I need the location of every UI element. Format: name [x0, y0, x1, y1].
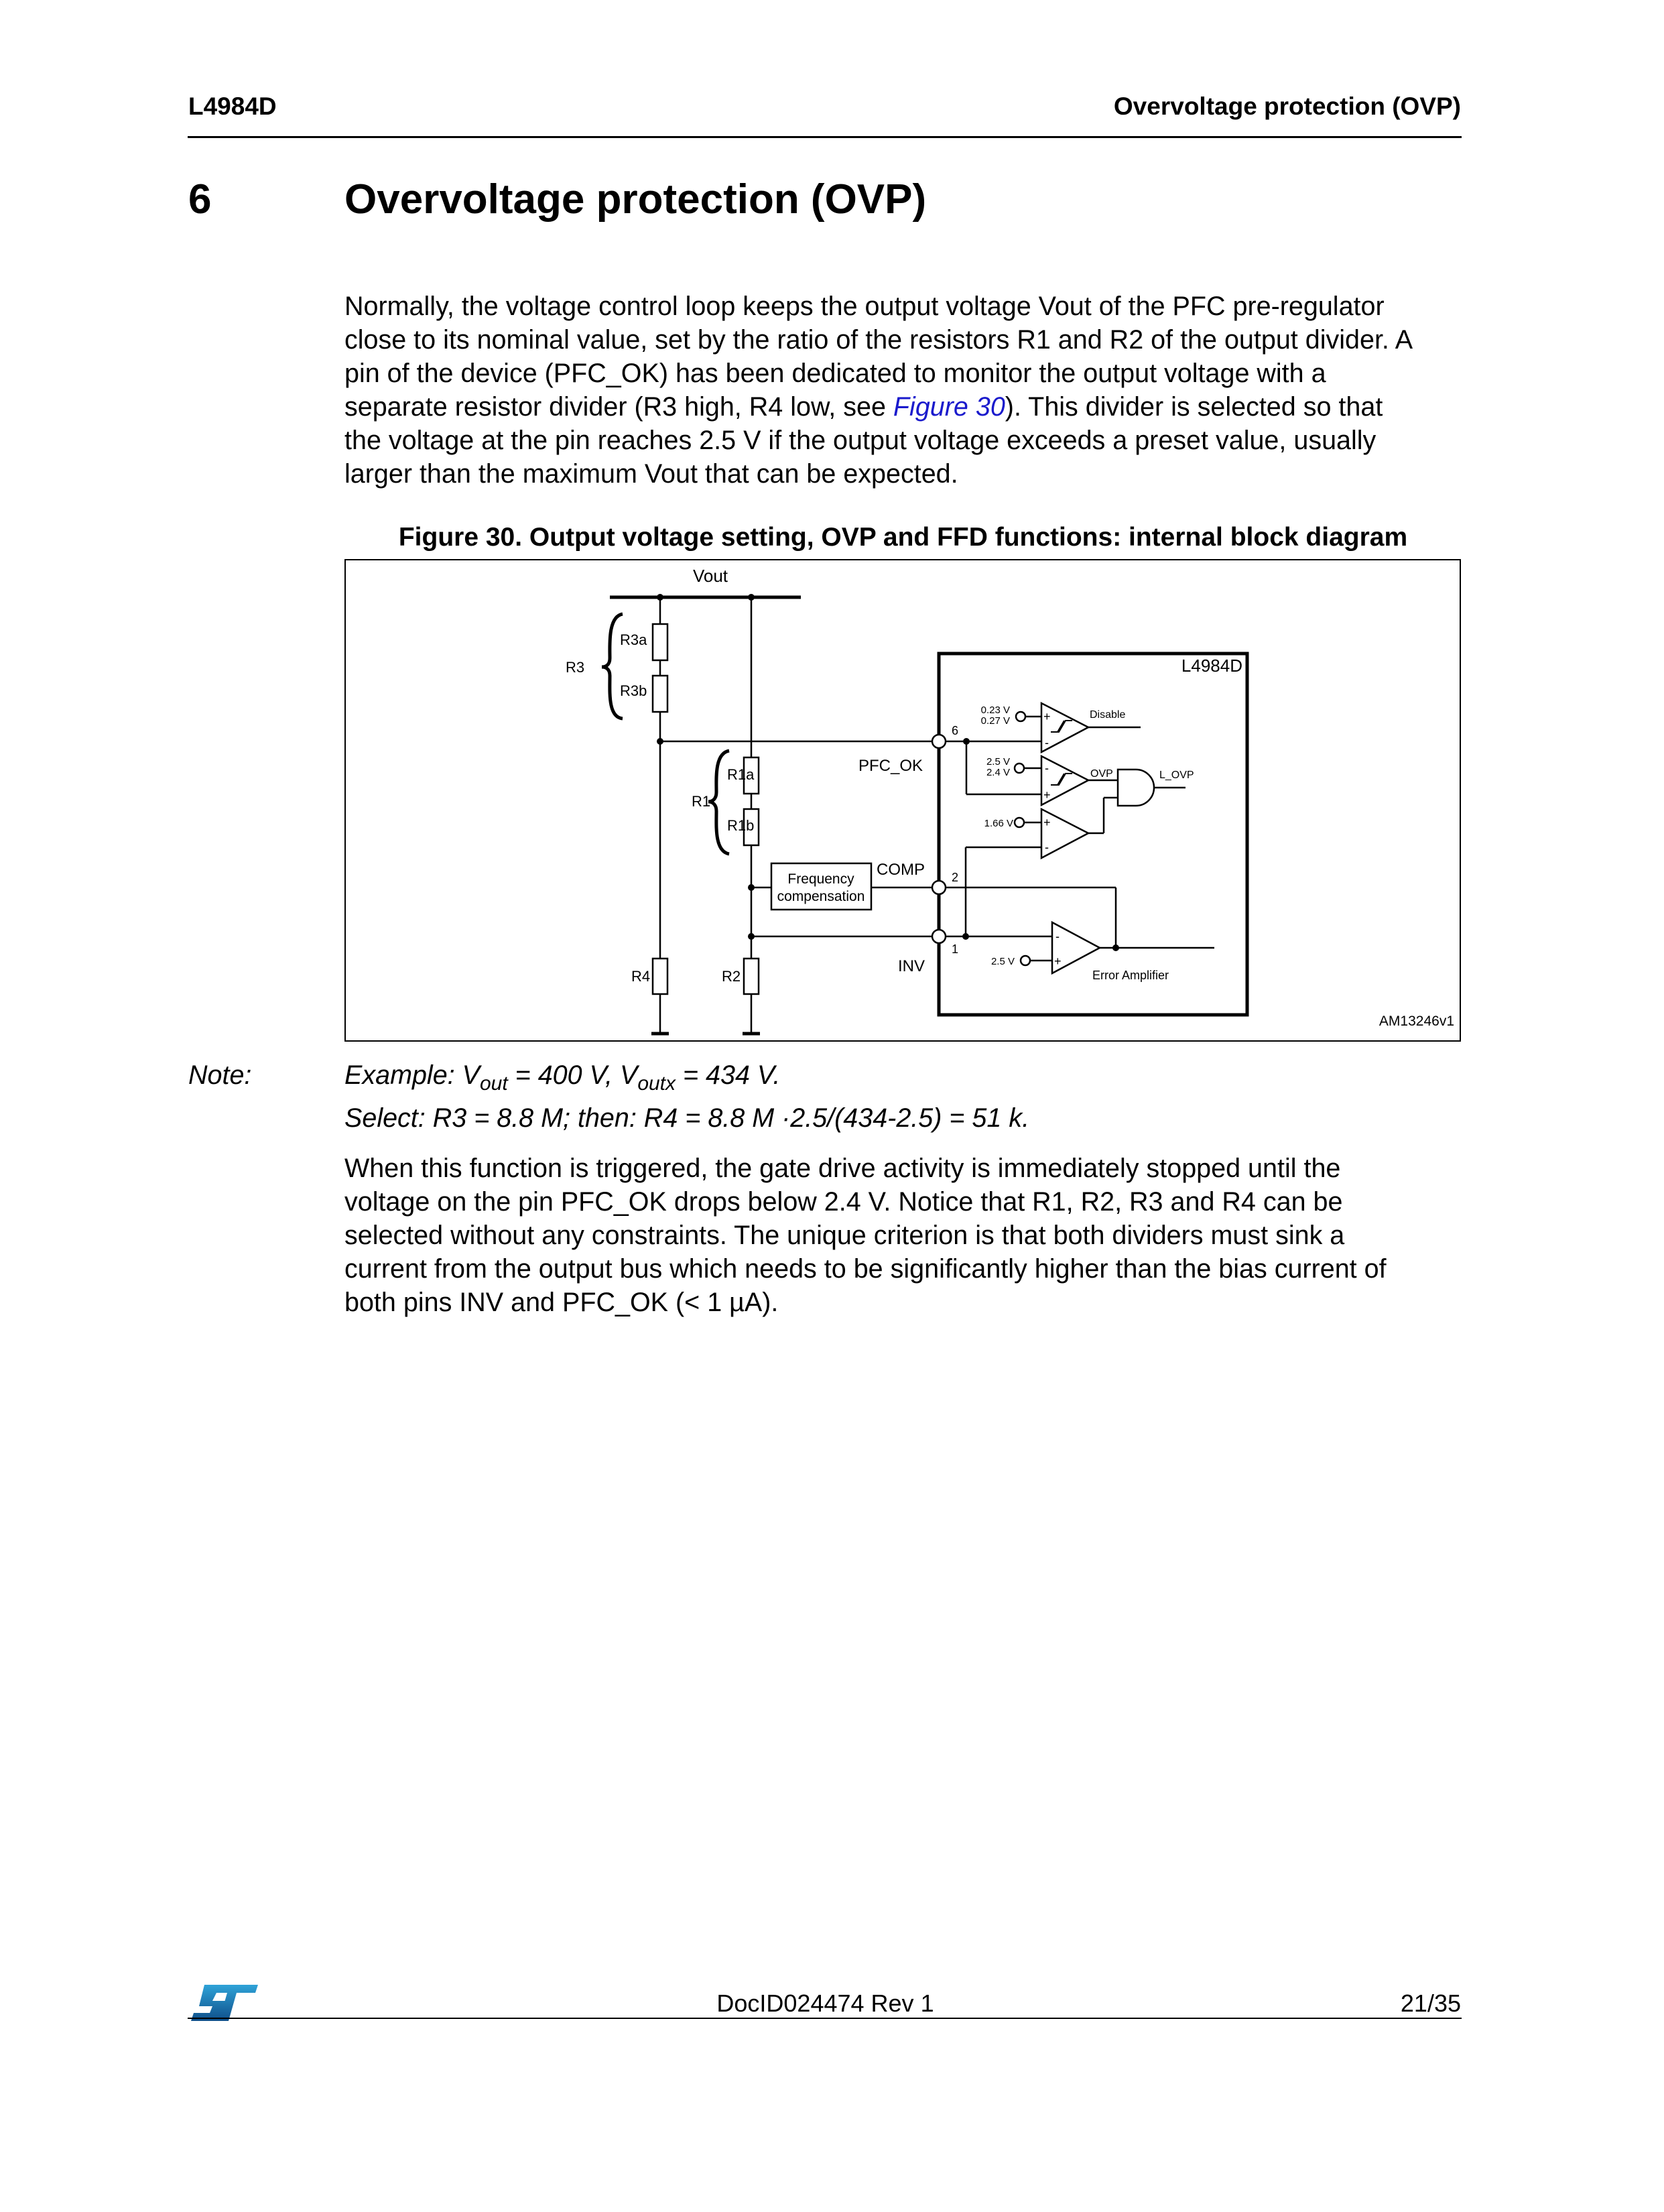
ovp-signal-label: OVP [1090, 768, 1113, 780]
plus-sign: + [1043, 816, 1051, 829]
ref-voltage-label: 2.4 V [986, 767, 1010, 778]
minus-sign: - [1045, 841, 1049, 854]
r1b-label: R1b [727, 817, 755, 834]
text-line [344, 390, 1484, 424]
note-example [344, 1060, 780, 1095]
ref-voltage-label: 0.23 V [980, 704, 1010, 716]
text-segment: separate resistor divider (R3 high, R4 low, see [344, 392, 893, 422]
pfc-ok-label: PFC_OK [858, 757, 923, 775]
minus-sign: - [1055, 930, 1060, 943]
chip-label: L4984D [1181, 656, 1242, 676]
subscript: outx [637, 1072, 676, 1095]
text-line: When this function is triggered, the gate drive activity is immediately stopped until the [344, 1154, 1341, 1183]
text-segment: = 434 V. [676, 1060, 781, 1090]
error-amplifier-label: Error Amplifier [1092, 969, 1169, 982]
text-line: larger than the maximum Vout that can be expected. [344, 459, 958, 489]
subscript: out [479, 1072, 508, 1095]
text-line: Normally, the voltage control loop keeps the output voltage Vout of the PFC pre-regulator [344, 292, 1385, 321]
r3-label: R3 [566, 659, 585, 676]
minus-sign: - [1045, 736, 1049, 749]
plus-sign: + [1043, 710, 1051, 723]
header-rule [188, 136, 1462, 138]
intro-paragraph [344, 290, 1484, 491]
footer-page-number: 21/35 [1400, 1989, 1461, 2017]
disable-signal-label: Disable [1090, 709, 1126, 721]
freq-comp-label: Frequency [787, 871, 854, 887]
r3b-label: R3b [620, 682, 647, 699]
footer-rule [188, 2018, 1462, 2019]
block-diagram-figure [344, 559, 1461, 1042]
r3a-label: R3a [620, 631, 647, 648]
ovp-trigger-paragraph [344, 1152, 1484, 1319]
figure-30-link[interactable]: Figure 30 [893, 392, 1005, 422]
l-ovp-signal-label: L_OVP [1159, 770, 1194, 781]
header-doc-name: L4984D [188, 93, 277, 120]
plus-sign: + [1054, 955, 1062, 968]
text-line: selected without any constraints. The unique criterion is that both dividers must sink a [344, 1221, 1345, 1250]
text-segment: ). This divider is selected so that [1005, 392, 1383, 422]
section-title: Overvoltage protection (OVP) [344, 176, 927, 223]
ref-voltage-label: 2.5 V [986, 756, 1010, 767]
block-diagram-svg [346, 560, 1462, 1043]
text-line: the voltage at the pin reaches 2.5 V if the output voltage exceeds a preset value, usually [344, 426, 1377, 455]
comp-label: COMP [877, 861, 925, 879]
inv-label: INV [897, 957, 925, 975]
text-line: current from the output bus which needs to be significantly higher than the bias current of [344, 1254, 1387, 1284]
pin-2-label: 2 [952, 871, 959, 884]
minus-sign: - [1045, 761, 1049, 775]
text-line: close to its nominal value, set by the ratio of the resistors R1 and R2 of the output divider. A [344, 325, 1413, 355]
header-section-name: Overvoltage protection (OVP) [1113, 93, 1461, 120]
r2-label: R2 [722, 968, 741, 985]
note-label: Note: [188, 1060, 252, 1090]
pin-1-label: 1 [952, 942, 959, 956]
pin-6-label: 6 [952, 724, 959, 737]
text-segment: Example: V [344, 1060, 480, 1090]
note-select: Select: R3 = 8.8 M; then: R4 = 8.8 M ·2.5/(434-2.5) = 51 k. [344, 1103, 1030, 1133]
text-segment: = 400 V, V [507, 1060, 638, 1090]
freq-comp-label: compensation [777, 889, 865, 904]
text-line: voltage on the pin PFC_OK drops below 2.4 V. Notice that R1, R2, R3 and R4 can be [344, 1187, 1343, 1217]
ref-voltage-label: 1.66 V [984, 818, 1013, 829]
ref-voltage-label: 0.27 V [980, 715, 1010, 727]
plus-sign: + [1043, 788, 1051, 802]
vout-label: Vout [692, 566, 728, 586]
r1-label: R1 [692, 793, 711, 810]
figure-id-label: AM13246v1 [1379, 1013, 1454, 1029]
ref-voltage-label: 2.5 V [990, 956, 1015, 967]
r4-label: R4 [631, 968, 651, 985]
footer-doc-id: DocID024474 Rev 1 [716, 1989, 934, 2017]
text-line: both pins INV and PFC_OK (< 1 µA). [344, 1288, 779, 1317]
r1a-label: R1a [727, 766, 755, 783]
text-line: pin of the device (PFC_OK) has been dedicated to monitor the output voltage with a [344, 359, 1326, 388]
section-number: 6 [188, 176, 212, 223]
figure-caption: Figure 30. Output voltage setting, OVP and FFD functions: internal block diagram [398, 523, 1408, 552]
